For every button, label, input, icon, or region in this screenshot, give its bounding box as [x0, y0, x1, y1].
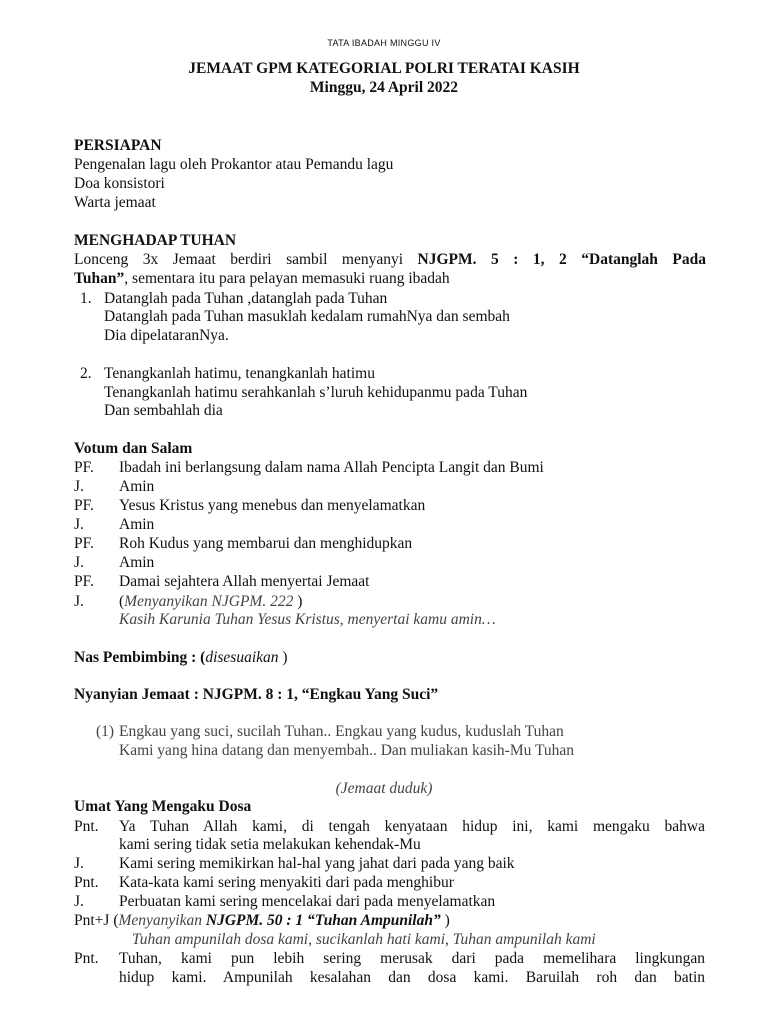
nas-close: ) — [278, 649, 288, 666]
liturgy-text: Damai sejahtera Allah menyertai Jemaat — [119, 573, 370, 590]
heading-umat-mengaku-dosa: Umat Yang Mengaku Dosa — [74, 798, 252, 815]
liturgy-role: PF. — [74, 497, 94, 514]
intro-plain-cont: , sementara itu para pelayan memasuki ruang ibadah — [124, 270, 450, 287]
nas-label: Nas Pembimbing : ( — [74, 649, 206, 666]
paren-open: ( — [119, 593, 125, 610]
persiapan-item: Pengenalan lagu oleh Prokantor atau Pemandu lagu — [74, 156, 394, 173]
song-ref-italic: Menyanyikan NJGPM. 222 — [124, 593, 294, 610]
role-label: Pnt+J — [74, 912, 110, 929]
paren-close: ) — [440, 912, 450, 929]
liturgy-role: J. — [74, 593, 84, 610]
liturgy-text: Perbuatan kami sering mencelakai dari pada menyelamatkan — [119, 893, 496, 910]
liturgy-role: PF. — [74, 459, 94, 476]
liturgy-text: Kami sering memikirkan hal-hal yang jahat dari pada yang baik — [119, 855, 515, 872]
nas-pembimbing — [74, 648, 288, 667]
heading-votum-salam: Votum dan Salam — [74, 440, 193, 457]
song-instruction-italic: Menyanyikan — [118, 912, 206, 929]
document-title: JEMAAT GPM KATEGORIAL POLRI TERATAI KASIH — [188, 60, 580, 77]
verse-line: Dan sembahlah dia — [104, 402, 223, 419]
liturgy-text: hidup kami. Ampunilah kesalahan dan dosa kami. Baruilah roh dan batin — [119, 969, 705, 986]
liturgy-text: Amin — [119, 478, 155, 495]
menghadap-intro-line2 — [74, 269, 450, 288]
liturgy-text: Ibadah ini berlangsung dalam nama Allah Pencipta Langit dan Bumi — [119, 459, 544, 476]
verse-line: Datanglah pada Tuhan masuklah kedalam rumahNya dan sembah — [104, 308, 510, 325]
votum-song-instruction — [119, 592, 302, 611]
document-date: Minggu, 24 April 2022 — [309, 79, 459, 96]
liturgy-role: Pnt. — [74, 818, 99, 835]
heading-persiapan: PERSIAPAN — [74, 137, 162, 154]
verse-number: (1) — [96, 723, 115, 740]
paren-close: ) — [293, 593, 303, 610]
votum-song-line: Kasih Karunia Tuhan Yesus Kristus, menyertai kamu amin… — [119, 611, 496, 628]
liturgy-role: J. — [74, 516, 84, 533]
liturgy-role: Pnt. — [74, 950, 99, 967]
verse-line: Datanglah pada Tuhan ,datanglah pada Tuhan — [104, 290, 388, 307]
stage-note: (Jemaat duduk) — [335, 780, 433, 797]
paren-open: ( — [109, 912, 119, 929]
liturgy-text: Amin — [119, 554, 155, 571]
menghadap-intro-line1 — [74, 250, 706, 269]
intro-plain: Lonceng 3x Jemaat berdiri sambil menyanyi — [74, 251, 418, 268]
liturgy-text: Ya Tuhan Allah kami, di tengah kenyataan hidup ini, kami mengaku bahwa — [119, 818, 705, 835]
nyanyian-jemaat-heading: Nyanyian Jemaat : NJGPM. 8 : 1, “Engkau Yang Suci” — [74, 686, 439, 703]
verse-line: Kami yang hina datang dan menyembah.. Dan muliakan kasih-Mu Tuhan — [119, 742, 575, 759]
liturgy-role: PF. — [74, 535, 94, 552]
verse-line: Tenangkanlah hatimu serahkanlah s’luruh kehidupanmu pada Tuhan — [104, 384, 528, 401]
intro-song-ref: NJGPM. 5 : 1, 2 “Datanglah Pada — [417, 251, 707, 268]
verse-number: 1. — [80, 290, 92, 307]
liturgy-role: J. — [74, 855, 84, 872]
header-top: TATA IBADAH MINGGU IV — [327, 38, 441, 48]
song-line: Tuhan ampunilah dosa kami, sucikanlah hati kami, Tuhan ampunilah kami — [132, 931, 596, 948]
verse-line: Engkau yang suci, sucilah Tuhan.. Engkau yang kudus, kuduslah Tuhan — [119, 723, 564, 740]
liturgy-text: kami sering tidak setia melakukan kehendak-Mu — [119, 836, 421, 853]
liturgy-role: J. — [74, 893, 84, 910]
intro-song-ref-cont: Tuhan” — [74, 270, 125, 287]
heading-menghadap-tuhan: MENGHADAP TUHAN — [74, 232, 237, 249]
liturgy-role-song — [74, 911, 450, 930]
liturgy-text: Roh Kudus yang membarui dan menghidupkan — [119, 535, 413, 552]
liturgy-role: Pnt. — [74, 874, 99, 891]
liturgy-text: Tuhan, kami pun lebih sering merusak dari pada memelihara lingkungan — [119, 950, 705, 967]
liturgy-text: Amin — [119, 516, 155, 533]
persiapan-item: Warta jemaat — [74, 194, 156, 211]
song-ref-bold-italic: NJGPM. 50 : 1 “Tuhan Ampunilah” — [205, 912, 441, 929]
verse-line: Tenangkanlah hatimu, tenangkanlah hatimu — [104, 365, 375, 382]
nas-italic: disesuaikan — [205, 649, 279, 666]
verse-line: Dia dipelataranNya. — [104, 327, 229, 344]
verse-number: 2. — [80, 365, 92, 382]
liturgy-role: J. — [74, 554, 84, 571]
liturgy-text: Yesus Kristus yang menebus dan menyelamatkan — [119, 497, 426, 514]
persiapan-item: Doa konsistori — [74, 175, 165, 192]
liturgy-role: J. — [74, 478, 84, 495]
liturgy-role: PF. — [74, 573, 94, 590]
liturgy-text: Kata-kata kami sering menyakiti dari pada menghibur — [119, 874, 454, 891]
